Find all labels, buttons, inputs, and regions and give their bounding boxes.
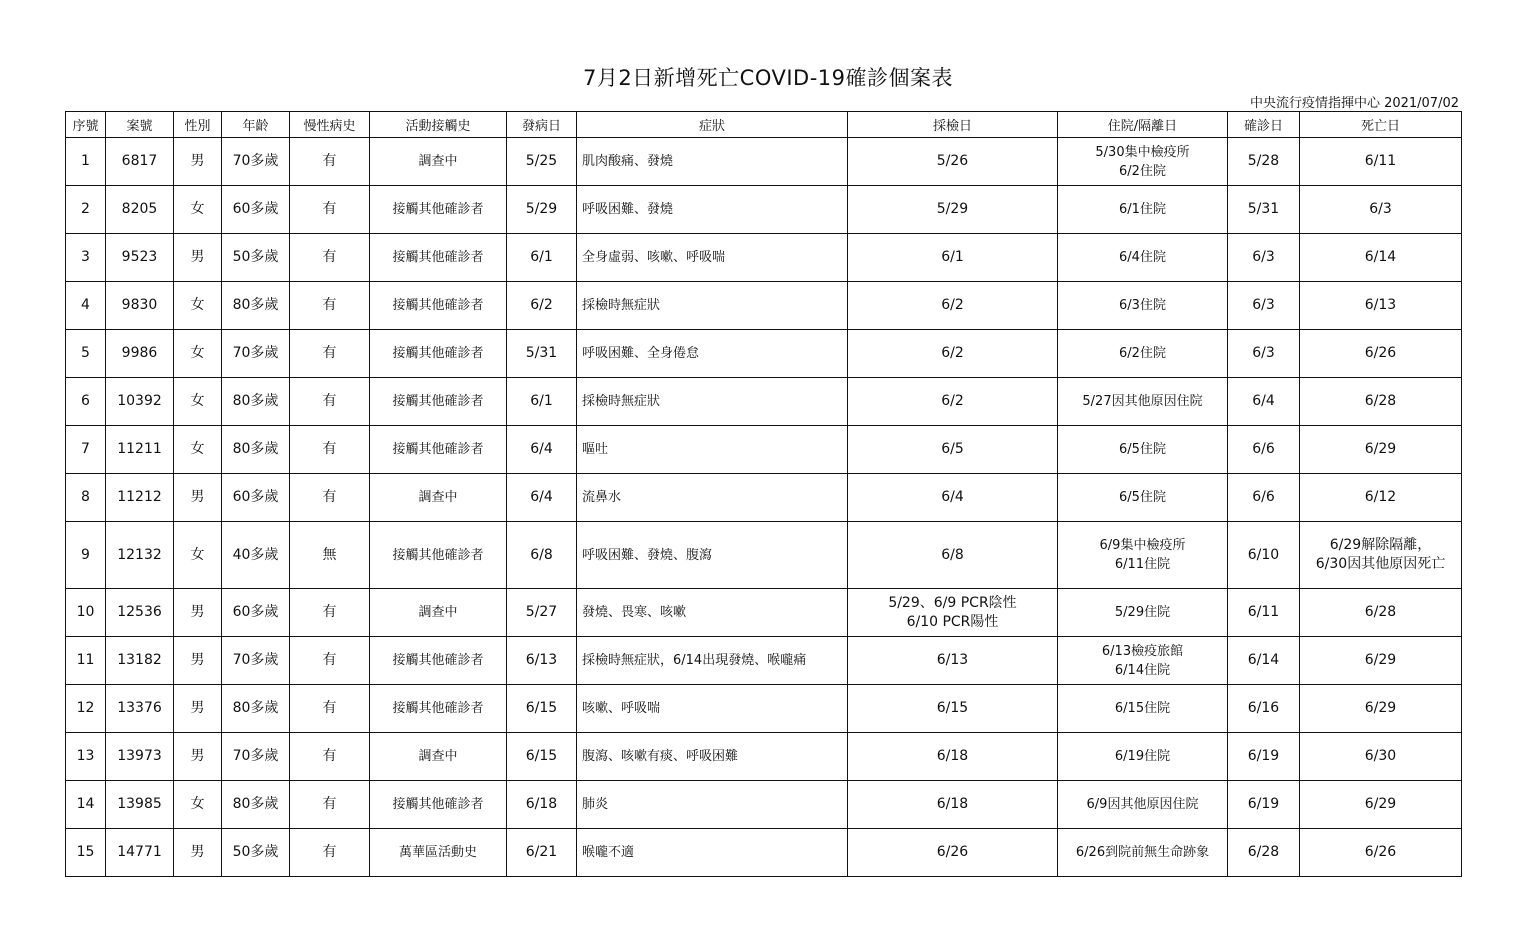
cell-case-number: 12132: [106, 522, 174, 589]
cell-age: 70多歲: [222, 330, 290, 378]
cell-confirm-date: 6/19: [1228, 733, 1300, 781]
cases-table: [65, 111, 1462, 877]
cell-hospitalization: [1058, 589, 1228, 637]
cell-symptoms: 採檢時無症狀: [577, 282, 848, 330]
cell-hospitalization-line: 6/19住院: [1114, 749, 1171, 764]
cell-no: 15: [66, 829, 106, 877]
cell-contact-history: 接觸其他確診者: [370, 426, 507, 474]
cell-confirm-date: 6/11: [1228, 589, 1300, 637]
cell-hospitalization: [1058, 733, 1228, 781]
cell-death-date-line: 6/29解除隔離，: [1329, 537, 1432, 553]
cell-no: 7: [66, 426, 106, 474]
cell-chronic-history: 有: [290, 330, 370, 378]
cell-test-date: [848, 330, 1058, 378]
table-row: [66, 138, 1462, 186]
cell-no: 10: [66, 589, 106, 637]
cell-no: 5: [66, 330, 106, 378]
header-death-date: 死亡日: [1300, 112, 1462, 138]
cell-contact-history: 萬華區活動史: [370, 829, 507, 877]
cell-sex: 女: [174, 426, 222, 474]
cell-onset-date: 6/8: [507, 522, 577, 589]
cell-contact-history: 調查中: [370, 138, 507, 186]
table-body: [66, 138, 1462, 877]
cell-confirm-date: 6/3: [1228, 330, 1300, 378]
cell-age: 70多歲: [222, 138, 290, 186]
cell-confirm-date: 6/14: [1228, 637, 1300, 685]
cell-hospitalization: [1058, 829, 1228, 877]
cell-hospitalization-line: 6/2住院: [1119, 163, 1166, 179]
cell-hospitalization: [1058, 282, 1228, 330]
cell-no: 9: [66, 522, 106, 589]
cell-death-date-line: 6/28: [1364, 393, 1397, 409]
cell-death-date-line: 6/30因其他原因死亡: [1315, 556, 1446, 572]
cell-death-date: [1300, 138, 1462, 186]
cell-age: 80多歲: [222, 282, 290, 330]
cell-sex: 女: [174, 186, 222, 234]
table-row: [66, 522, 1462, 589]
cell-contact-history: 接觸其他確診者: [370, 330, 507, 378]
cell-test-date-line: 6/10 PCR陽性: [906, 613, 999, 630]
cell-age: 60多歲: [222, 474, 290, 522]
cell-age: 70多歲: [222, 733, 290, 781]
table-row: [66, 829, 1462, 877]
cell-test-date-line: 5/29、6/9 PCR陰性: [888, 594, 1017, 611]
cell-confirm-date: 6/6: [1228, 474, 1300, 522]
cell-age: 60多歲: [222, 589, 290, 637]
cell-death-date-line: 6/29: [1364, 700, 1397, 716]
cell-age: 80多歲: [222, 378, 290, 426]
cell-case-number: 13985: [106, 781, 174, 829]
cell-sex: 男: [174, 138, 222, 186]
cell-symptoms: 呼吸困難、發燒: [577, 186, 848, 234]
cell-no: 8: [66, 474, 106, 522]
cell-onset-date: 6/4: [507, 474, 577, 522]
cell-hospitalization-line: 6/9因其他原因住院: [1086, 797, 1199, 812]
cell-age: 70多歲: [222, 637, 290, 685]
cell-death-date-line: 6/12: [1364, 489, 1397, 505]
cell-sex: 女: [174, 522, 222, 589]
cell-confirm-date: 6/3: [1228, 282, 1300, 330]
cell-case-number: 13182: [106, 637, 174, 685]
cell-chronic-history: 有: [290, 589, 370, 637]
cell-onset-date: 6/13: [507, 637, 577, 685]
cell-onset-date: 5/25: [507, 138, 577, 186]
cell-hospitalization-line: 5/27因其他原因住院: [1082, 394, 1203, 409]
cell-test-date: [848, 781, 1058, 829]
cell-test-date-line: 6/2: [941, 297, 964, 313]
cell-hospitalization-line: 5/30集中檢疫所: [1095, 144, 1190, 160]
cell-no: 4: [66, 282, 106, 330]
cell-contact-history: 接觸其他確診者: [370, 378, 507, 426]
cell-case-number: 10392: [106, 378, 174, 426]
cell-death-date-line: 6/26: [1364, 345, 1397, 361]
cell-death-date: [1300, 733, 1462, 781]
header-chronic: 慢性病史: [290, 112, 370, 138]
cell-chronic-history: 有: [290, 474, 370, 522]
cell-hospitalization: [1058, 426, 1228, 474]
cell-hospitalization-line: 6/11住院: [1114, 557, 1171, 572]
cell-no: 14: [66, 781, 106, 829]
cell-death-date: [1300, 589, 1462, 637]
cell-death-date-line: 6/29: [1364, 441, 1397, 457]
header-no: 序號: [66, 112, 106, 138]
cell-chronic-history: 有: [290, 186, 370, 234]
cell-contact-history: 接觸其他確診者: [370, 685, 507, 733]
cell-symptoms: 呼吸困難、發燒、腹瀉: [577, 522, 848, 589]
cell-hospitalization-line: 6/2住院: [1119, 346, 1166, 361]
cell-onset-date: 6/1: [507, 234, 577, 282]
cell-sex: 女: [174, 330, 222, 378]
cell-hospitalization: [1058, 522, 1228, 589]
cell-death-date-line: 6/29: [1364, 652, 1397, 668]
cell-symptoms: 呼吸困難、全身倦怠: [577, 330, 848, 378]
cell-test-date-line: 6/5: [941, 441, 964, 457]
cell-hospitalization-line: 6/5住院: [1119, 490, 1166, 505]
cell-test-date-line: 6/8: [941, 546, 964, 563]
cell-contact-history: 接觸其他確診者: [370, 781, 507, 829]
cell-test-date-line: 6/2: [941, 345, 964, 361]
cell-onset-date: 5/29: [507, 186, 577, 234]
cell-case-number: 11211: [106, 426, 174, 474]
cell-hospitalization-line: 6/5住院: [1119, 442, 1166, 457]
table-row: [66, 733, 1462, 781]
cell-test-date-line: 6/13: [936, 652, 969, 668]
cell-no: 12: [66, 685, 106, 733]
cell-sex: 男: [174, 637, 222, 685]
cell-test-date: [848, 378, 1058, 426]
cell-death-date-line: 6/13: [1364, 297, 1397, 313]
table-row: [66, 234, 1462, 282]
cell-onset-date: 6/1: [507, 378, 577, 426]
table-row: [66, 474, 1462, 522]
cell-onset-date: 6/18: [507, 781, 577, 829]
cell-death-date: [1300, 234, 1462, 282]
cell-hospitalization-line: 6/3住院: [1119, 298, 1166, 313]
cell-chronic-history: 有: [290, 685, 370, 733]
cell-hospitalization: [1058, 474, 1228, 522]
cell-case-number: 9830: [106, 282, 174, 330]
cell-death-date-line: 6/11: [1364, 153, 1397, 169]
cell-death-date: [1300, 685, 1462, 733]
cell-confirm-date: 6/6: [1228, 426, 1300, 474]
cell-chronic-history: 有: [290, 637, 370, 685]
cell-contact-history: 接觸其他確診者: [370, 522, 507, 589]
cell-death-date: [1300, 637, 1462, 685]
table-header-row: [66, 112, 1462, 138]
cell-death-date: [1300, 378, 1462, 426]
cell-contact-history: 接觸其他確診者: [370, 186, 507, 234]
cell-confirm-date: 5/31: [1228, 186, 1300, 234]
cell-test-date: [848, 637, 1058, 685]
cell-chronic-history: 有: [290, 733, 370, 781]
cell-test-date: [848, 589, 1058, 637]
cell-hospitalization: [1058, 234, 1228, 282]
cell-contact-history: 接觸其他確診者: [370, 234, 507, 282]
cell-symptoms: 嘔吐: [577, 426, 848, 474]
cell-no: 1: [66, 138, 106, 186]
table-row: [66, 781, 1462, 829]
cell-hospitalization-line: 5/29住院: [1114, 605, 1171, 620]
cell-death-date-line: 6/29: [1364, 796, 1397, 812]
table-row: [66, 426, 1462, 474]
cell-death-date: [1300, 186, 1462, 234]
cell-sex: 男: [174, 685, 222, 733]
cell-onset-date: 6/15: [507, 733, 577, 781]
cell-case-number: 14771: [106, 829, 174, 877]
cell-symptoms: 流鼻水: [577, 474, 848, 522]
cell-onset-date: 6/15: [507, 685, 577, 733]
cell-sex: 男: [174, 733, 222, 781]
cell-sex: 女: [174, 781, 222, 829]
header-sex: 性別: [174, 112, 222, 138]
issuer-date: 中央流行疫情指揮中心 2021/07/02: [1249, 96, 1459, 111]
cell-sex: 女: [174, 378, 222, 426]
cell-case-number: 9523: [106, 234, 174, 282]
cell-onset-date: 5/31: [507, 330, 577, 378]
cell-age: 50多歲: [222, 829, 290, 877]
cell-death-date-line: 6/26: [1364, 844, 1397, 860]
cell-confirm-date: 6/10: [1228, 522, 1300, 589]
cell-test-date: [848, 138, 1058, 186]
table-row: [66, 330, 1462, 378]
cell-test-date-line: 5/26: [936, 153, 969, 169]
cell-death-date: [1300, 829, 1462, 877]
cell-chronic-history: 有: [290, 426, 370, 474]
cell-chronic-history: 有: [290, 234, 370, 282]
cell-symptoms: 咳嗽、呼吸喘: [577, 685, 848, 733]
cell-sex: 女: [174, 282, 222, 330]
header-symptoms: 症狀: [577, 112, 848, 138]
cell-test-date-line: 6/18: [936, 748, 969, 764]
cell-case-number: 9986: [106, 330, 174, 378]
cell-symptoms: 採檢時無症狀: [577, 378, 848, 426]
cell-confirm-date: 6/19: [1228, 781, 1300, 829]
cell-confirm-date: 6/4: [1228, 378, 1300, 426]
table-row: [66, 589, 1462, 637]
cell-case-number: 11212: [106, 474, 174, 522]
cell-test-date: [848, 829, 1058, 877]
cell-age: 80多歲: [222, 426, 290, 474]
cell-hospitalization: [1058, 186, 1228, 234]
cell-chronic-history: 有: [290, 282, 370, 330]
cell-age: 40多歲: [222, 522, 290, 589]
cell-test-date-line: 6/1: [941, 249, 964, 265]
cell-test-date: [848, 474, 1058, 522]
cell-death-date: [1300, 474, 1462, 522]
cell-no: 6: [66, 378, 106, 426]
header-hospitalization: 住院/隔離日: [1058, 112, 1228, 138]
cell-hospitalization-line: 6/15住院: [1114, 701, 1171, 716]
cell-symptoms: 喉嚨不適: [577, 829, 848, 877]
cell-death-date-line: 6/30: [1364, 748, 1397, 764]
cell-symptoms: 採檢時無症狀，6/14出現發燒、喉嚨痛: [577, 637, 848, 685]
cell-age: 80多歲: [222, 781, 290, 829]
cell-test-date: [848, 522, 1058, 589]
cell-test-date: [848, 282, 1058, 330]
cell-death-date-line: 6/28: [1364, 604, 1397, 620]
cell-symptoms: 肌肉酸痛、發燒: [577, 138, 848, 186]
cell-test-date-line: 6/26: [936, 844, 969, 860]
header-age: 年齡: [222, 112, 290, 138]
cell-symptoms: 全身虛弱、咳嗽、呼吸喘: [577, 234, 848, 282]
cell-onset-date: 5/27: [507, 589, 577, 637]
cell-test-date: [848, 186, 1058, 234]
cell-onset-date: 6/21: [507, 829, 577, 877]
cell-test-date: [848, 234, 1058, 282]
cell-chronic-history: 有: [290, 378, 370, 426]
cell-hospitalization: [1058, 330, 1228, 378]
cell-no: 3: [66, 234, 106, 282]
cell-contact-history: 調查中: [370, 589, 507, 637]
cell-test-date-line: 6/4: [941, 489, 964, 505]
cell-test-date-line: 6/18: [936, 796, 969, 812]
cell-death-date: [1300, 330, 1462, 378]
cell-contact-history: 調查中: [370, 733, 507, 781]
table-row: [66, 378, 1462, 426]
cell-no: 11: [66, 637, 106, 685]
cell-hospitalization-line: 6/4住院: [1119, 250, 1166, 265]
table-row: [66, 186, 1462, 234]
cell-case-number: 8205: [106, 186, 174, 234]
cell-hospitalization: [1058, 685, 1228, 733]
cell-contact-history: 接觸其他確診者: [370, 637, 507, 685]
cell-hospitalization-line: 6/9集中檢疫所: [1099, 538, 1186, 553]
cell-sex: 男: [174, 474, 222, 522]
header-test-date: 採檢日: [848, 112, 1058, 138]
header-confirm-date: 確診日: [1228, 112, 1300, 138]
cell-hospitalization-line: 6/1住院: [1119, 202, 1166, 217]
cell-age: 50多歲: [222, 234, 290, 282]
cell-chronic-history: 有: [290, 781, 370, 829]
cell-age: 80多歲: [222, 685, 290, 733]
cell-symptoms: 發燒、畏寒、咳嗽: [577, 589, 848, 637]
cell-symptoms: 肺炎: [577, 781, 848, 829]
cell-confirm-date: 6/3: [1228, 234, 1300, 282]
cell-hospitalization: [1058, 378, 1228, 426]
cell-no: 13: [66, 733, 106, 781]
table-row: [66, 282, 1462, 330]
cell-hospitalization: [1058, 781, 1228, 829]
page-title: 7月2日新增死亡COVID-19確診個案表: [582, 66, 954, 90]
cell-case-number: 12536: [106, 589, 174, 637]
cell-death-date: [1300, 282, 1462, 330]
cell-sex: 男: [174, 589, 222, 637]
cell-confirm-date: 6/16: [1228, 685, 1300, 733]
header-case: 案號: [106, 112, 174, 138]
cell-onset-date: 6/2: [507, 282, 577, 330]
header-contact: 活動接觸史: [370, 112, 507, 138]
cell-hospitalization: [1058, 637, 1228, 685]
cell-death-date-line: 6/3: [1369, 201, 1392, 217]
cell-test-date-line: 6/2: [941, 393, 964, 409]
cell-death-date-line: 6/14: [1364, 249, 1397, 265]
cell-contact-history: 接觸其他確診者: [370, 282, 507, 330]
cell-confirm-date: 6/28: [1228, 829, 1300, 877]
cell-death-date: [1300, 781, 1462, 829]
cell-chronic-history: 無: [290, 522, 370, 589]
cell-onset-date: 6/4: [507, 426, 577, 474]
cell-test-date: [848, 426, 1058, 474]
cell-case-number: 13376: [106, 685, 174, 733]
cell-death-date: [1300, 426, 1462, 474]
table-row: [66, 685, 1462, 733]
cell-hospitalization-line: 6/26到院前無生命跡象: [1075, 845, 1210, 860]
table-row: [66, 637, 1462, 685]
header-onset: 發病日: [507, 112, 577, 138]
cell-test-date-line: 6/15: [936, 700, 969, 716]
cell-sex: 男: [174, 829, 222, 877]
cell-chronic-history: 有: [290, 829, 370, 877]
cell-chronic-history: 有: [290, 138, 370, 186]
cell-death-date: [1300, 522, 1462, 589]
cell-confirm-date: 5/28: [1228, 138, 1300, 186]
cell-hospitalization: [1058, 138, 1228, 186]
cell-case-number: 13973: [106, 733, 174, 781]
cell-test-date: [848, 733, 1058, 781]
cell-age: 60多歲: [222, 186, 290, 234]
cell-sex: 男: [174, 234, 222, 282]
cell-symptoms: 腹瀉、咳嗽有痰、呼吸困難: [577, 733, 848, 781]
cell-hospitalization-line: 6/14住院: [1114, 662, 1171, 678]
cell-no: 2: [66, 186, 106, 234]
cell-case-number: 6817: [106, 138, 174, 186]
cell-test-date-line: 5/29: [936, 201, 969, 217]
cell-test-date: [848, 685, 1058, 733]
cell-contact-history: 調查中: [370, 474, 507, 522]
cell-hospitalization-line: 6/13檢疫旅館: [1101, 643, 1184, 659]
